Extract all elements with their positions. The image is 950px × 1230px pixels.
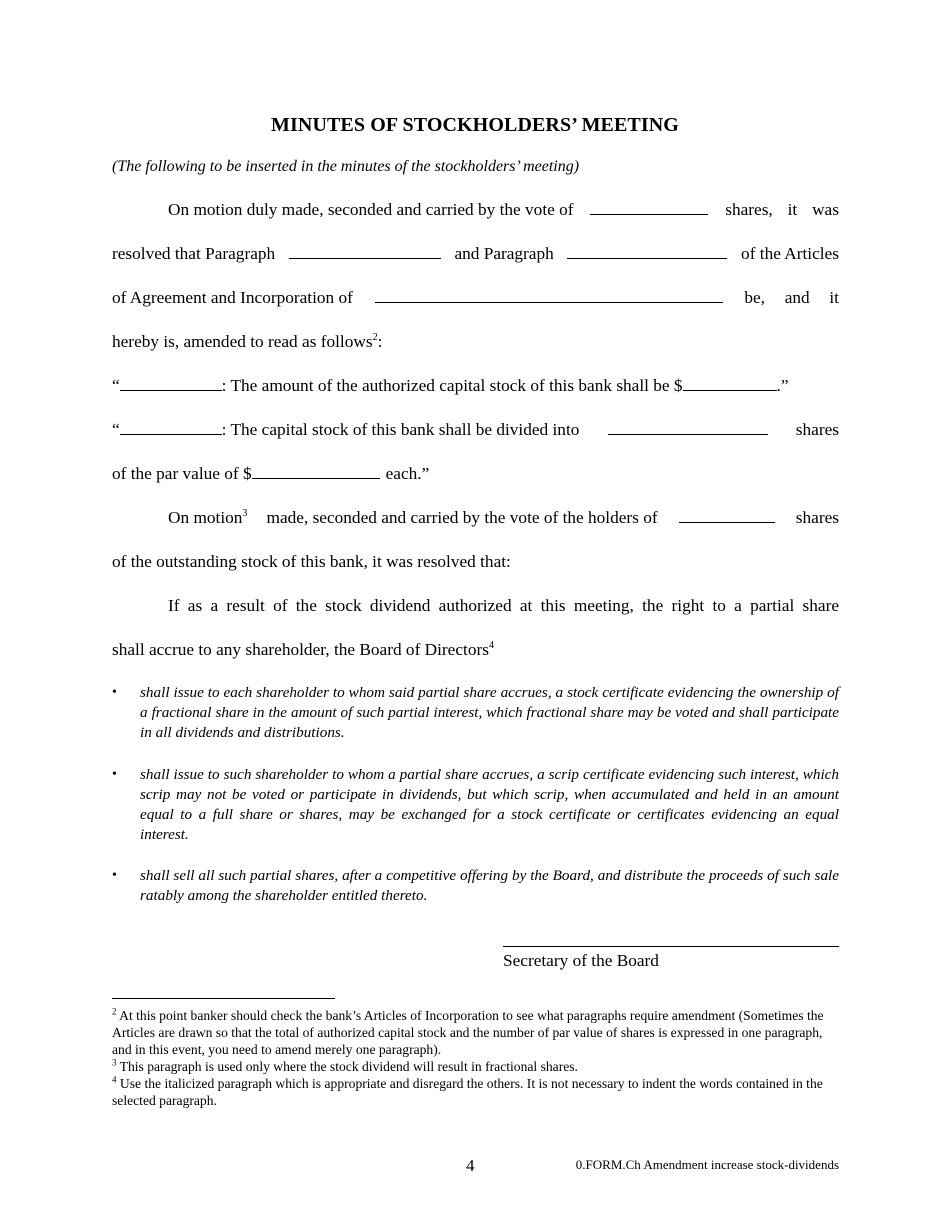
- quote1-paragraph-blank[interactable]: [120, 375, 222, 391]
- number-of-shares-blank[interactable]: [608, 419, 768, 435]
- page-number: 4: [466, 1156, 475, 1175]
- footnote-2: $^2$ At this point banker should check the bank’s Articles of Incorporation to see what paragraphs require amendment (Sometimes the Articles are drawn so that the total of authorized capital stock and the number of par value of shares is expressed in one paragraph, and in this event, you need to amend merely one paragraph).: [112, 1006, 824, 1057]
- para3-line1: If as a result of the stock dividend authorized at this meeting, the right to a partial share: [168, 596, 839, 615]
- para2-line1: On motion$^3$ made, seconded and carried by the vote of the holders of shares: [168, 508, 839, 527]
- signature-line[interactable]: [503, 946, 839, 947]
- document-subtitle: (The following to be inserted in the minutes of the stockholders’ meeting): [112, 158, 580, 175]
- bullet-icon: •: [112, 685, 117, 700]
- footnotes: [112, 1007, 839, 1109]
- quote2-paragraph-blank[interactable]: [120, 419, 222, 435]
- para1-line3: of Agreement and Incorporation of be, and it: [112, 288, 839, 307]
- document-title: MINUTES OF STOCKHOLDERS’ MEETING: [271, 114, 679, 136]
- holders-shares-blank[interactable]: [679, 507, 775, 523]
- footnote-ref-2[interactable]: 2: [372, 332, 378, 344]
- par-value-blank[interactable]: [252, 463, 380, 479]
- shares-vote-blank[interactable]: [590, 199, 708, 215]
- quote1-line: “ : The amount of the authorized capital stock of this bank shall be $ .”: [112, 376, 789, 395]
- paragraph-2-blank[interactable]: [567, 243, 727, 259]
- bank-name-blank[interactable]: [375, 287, 723, 303]
- para1-text: On motion duly made, seconded and carried by the vote of: [168, 200, 574, 219]
- quote2-line2: of the par value of $ each.”: [112, 464, 430, 483]
- bullet-icon: •: [112, 767, 117, 782]
- footnote-4: $^4$ Use the italicized paragraph which is appropriate and disregard the others. It is not necessary to indent the words contained in the selected paragraph.: [112, 1074, 823, 1108]
- para1-line2: resolved that Paragraph and Paragraph of the Articles: [112, 244, 839, 263]
- capital-amount-blank[interactable]: [683, 375, 777, 391]
- para1-line1: On motion duly made, seconded and carried by the vote of shares, it was: [168, 200, 839, 219]
- signature-label: Secretary of the Board: [503, 951, 659, 970]
- bullet-text: shall issue to such shareholder to whom a partial share accrues, a scrip certificate evidencing such interest, which scrip may not be voted or participate in dividends, but which scrip, when accumulated and held in an amount equal to a full share or shares, may be exchanged for a stock certificate or certificates evidencing an equal interest.: [140, 766, 839, 843]
- quote2-line1: “ : The capital stock of this bank shall be divided into shares: [112, 420, 839, 439]
- footnote-ref-4[interactable]: 4: [488, 640, 494, 652]
- para3-line2: shall accrue to any shareholder, the Board of Directors$^4$: [112, 640, 494, 659]
- bullet-icon: •: [112, 868, 117, 883]
- bullet-text: shall issue to each shareholder to whom said partial share accrues, a stock certificate evidencing the ownership of a fractional share in the amount of such partial interest, which fractional share may be voted and shall participate in all dividends and distributions.: [140, 684, 839, 741]
- para1-line4: hereby is, amended to read as follows$^2$:: [112, 332, 383, 351]
- bullet-text: shall sell all such partial shares, after a competitive offering by the Board, and distribute the proceeds of such sale ratably among the shareholder entitled thereto.: [140, 867, 839, 904]
- footnote-divider: [112, 998, 335, 999]
- footnote-3: $^3$ This paragraph is used only where the stock dividend will result in fractional shares.: [112, 1057, 578, 1074]
- footnote-ref-3[interactable]: 3: [242, 508, 248, 520]
- paragraph-1-blank[interactable]: [289, 243, 441, 259]
- footer-reference: 0.FORM.Ch Amendment increase stock-dividends: [575, 1157, 839, 1172]
- para2-line2: of the outstanding stock of this bank, it was resolved that:: [112, 552, 511, 571]
